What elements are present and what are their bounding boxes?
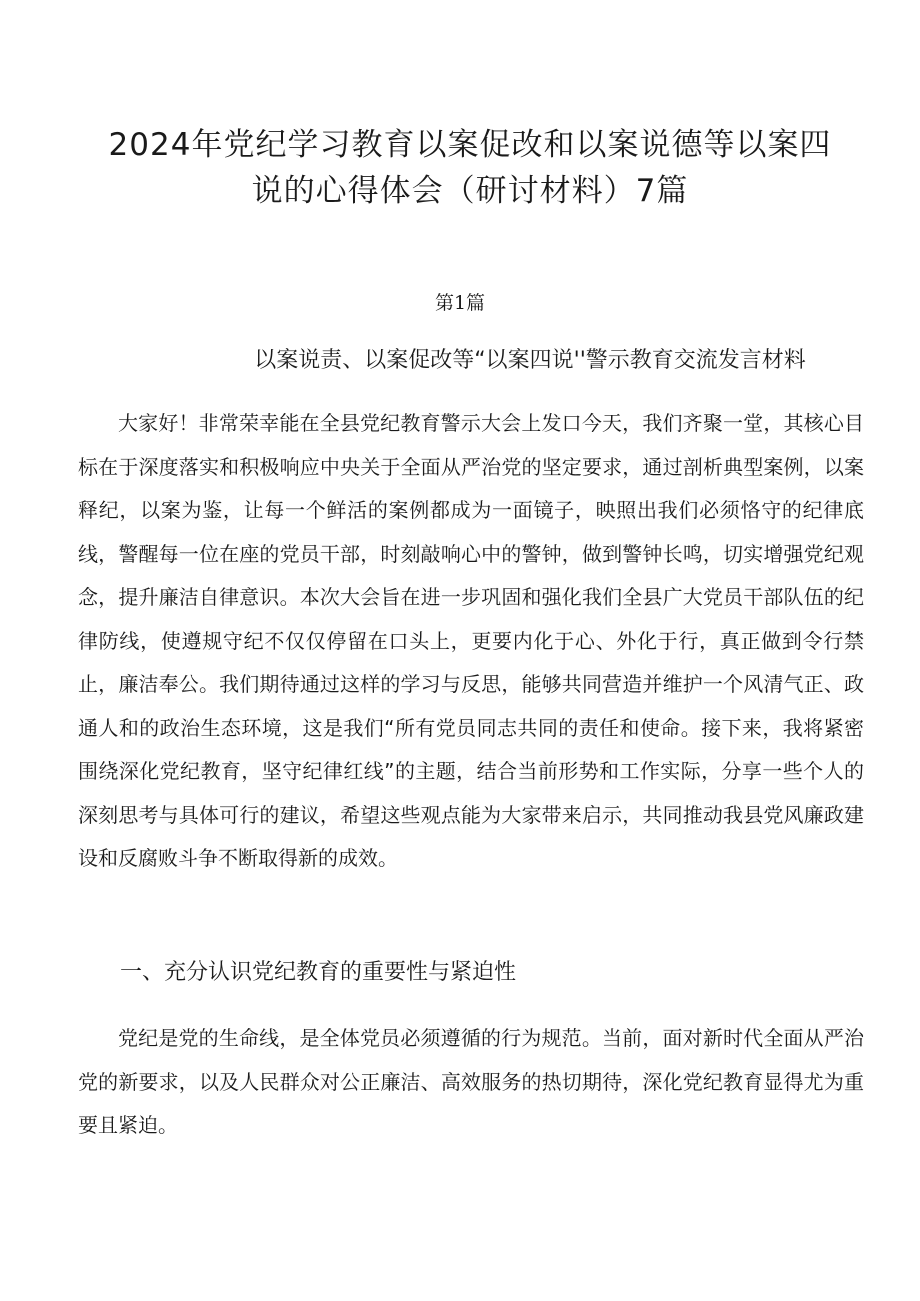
document-title-line-2: 说的心得体会（研讨材料）7篇 [251, 173, 689, 209]
section-paragraph: 党纪是党的生命线，是全体党员必须遵循的行为规范。当前，面对新时代全面从严治党的新要求，以及人民群众对公正廉洁、高效服务的热切期待，深化党纪教育显得尤为重要且紧迫。 [78, 1026, 864, 1137]
intro-paragraph: 大家好！非常荣幸能在全县党纪教育警示大会上发口今天，我们齐聚一堂，其核心目标在于深度落实和积极响应中央关于全面从严治党的坚定要求，通过剖析典型案例，以案释纪，以案为鉴，让每一个鲜活的案例都成为一面镜子，映照出我们必须恪守的纪律底线，警醒每一位在座的党员干部，时刻敲响心中的警钟，做到警钟长鸣，切实增强党纪观念，提升廉洁自律意识。本次大会旨在进一步巩固和强化我们全县广大党员干部队伍的纪律防线，使遵规守纪不仅仅停留在口头上，更要内化于心、外化于行，真正做到令行禁止，廉洁奉公。我们期待通过这样的学习与反思，能够共同营造并维护一个风清气正、政通人和的政治生态环境，这是我们“所有党员同志共同的责任和使命。接下来，我将紧密围绕深化党纪教育，坚守纪律红线”的主题，结合当前形势和工作实际，分享一些个人的深刻思考与具体可行的建议，希望这些观点能为大家带来启示，共同推动我县党风廉政建设和反腐败斗争不断取得新的成效。 [78, 411, 864, 870]
piece-label: 第1篇 [434, 292, 486, 314]
document-title [80, 122, 860, 214]
piece-subtitle: 以案说责、以案促改等“以案四说''警示教育交流发言材料 [254, 348, 806, 373]
section-heading: 一、充分认识党纪教育的重要性与紧迫性 [120, 960, 517, 985]
document-title-line-1: 2024年党纪学习教育以案促改和以案说德等以案四 [108, 127, 832, 163]
